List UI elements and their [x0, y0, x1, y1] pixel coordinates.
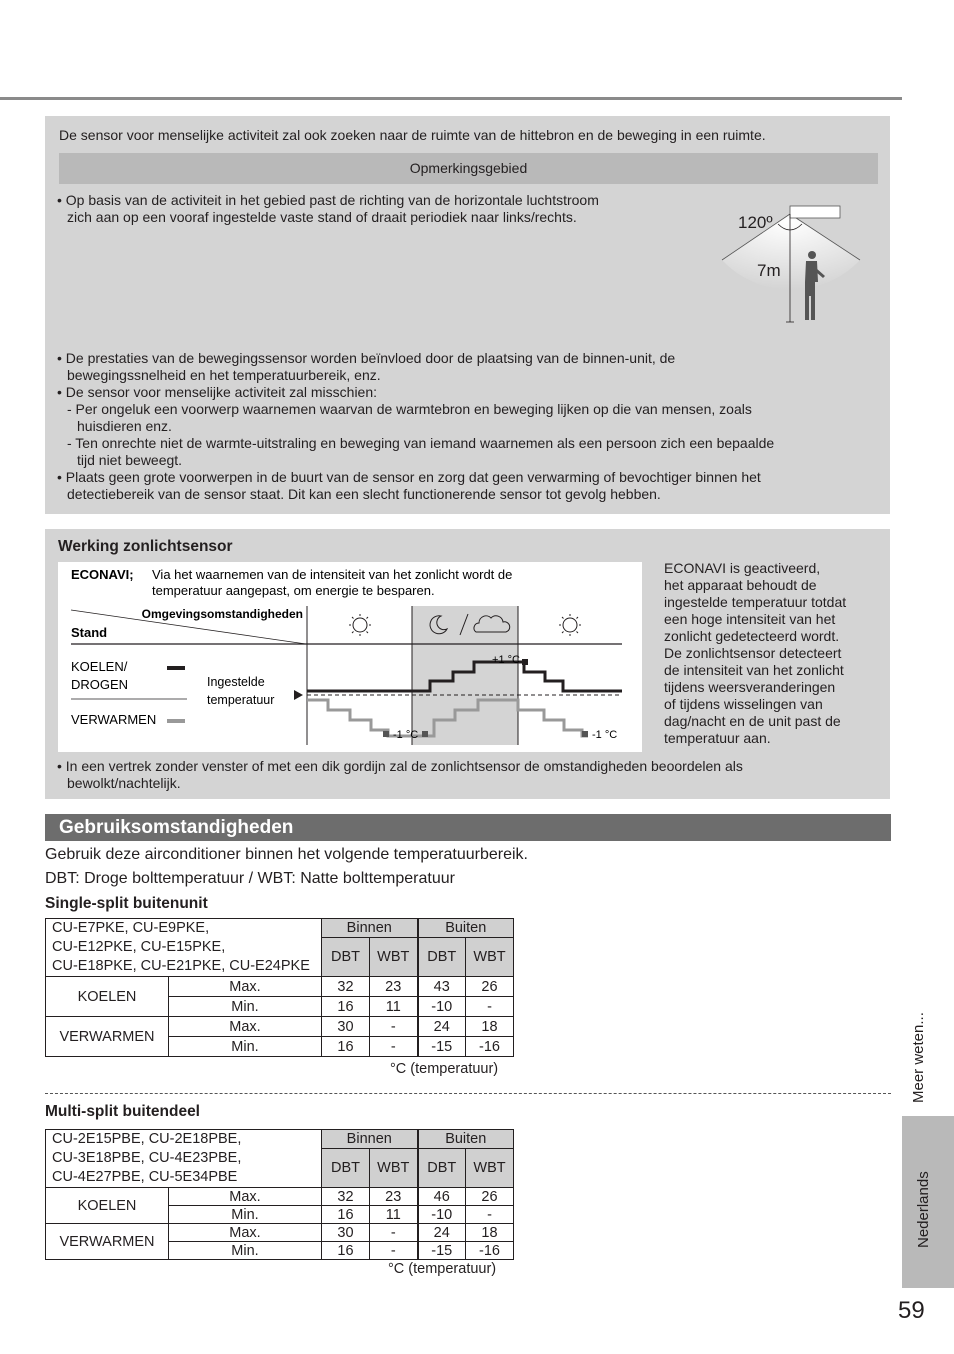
econavi-text: Via het waarnemen van de intensiteit van het zonlicht wordt de	[152, 567, 513, 582]
value-cell: 24	[418, 1224, 466, 1242]
text-line: • Op basis van de activiteit in het gebied past de richting van de horizontale luchtstroom	[57, 192, 599, 208]
mode-cell: KOELEN	[46, 977, 169, 1017]
value-cell: 23	[370, 1188, 418, 1206]
text-line: bewolkt/nachtelijk.	[67, 775, 181, 791]
text-line: een hoge intensiteit van het	[664, 611, 836, 627]
model-list	[46, 1130, 322, 1188]
group-header: Buiten	[418, 919, 514, 938]
set-temp-arrow	[294, 690, 303, 700]
value-cell: -16	[466, 1037, 514, 1057]
text-line: • De prestaties van de bewegingssensor worden beïnvloed door de plaatsing van de binnen-unit, de	[57, 350, 676, 366]
sunlight-sensor-title: Werking zonlichtsensor	[58, 538, 233, 555]
econavi-explanation	[664, 560, 884, 747]
sensor-notes	[57, 350, 883, 503]
value-cell: -15	[418, 1037, 466, 1057]
remarks-heading: Opmerkingsgebied	[59, 153, 878, 184]
peak-marker	[522, 659, 528, 665]
value-cell: 18	[466, 1017, 514, 1037]
limit-cell: Min.	[169, 1206, 322, 1224]
cooling-label: KOELEN/	[71, 659, 128, 674]
unit-note: °C (temperatuur)	[388, 1261, 497, 1277]
group-header: Buiten	[418, 1130, 514, 1149]
dip-marker	[582, 731, 588, 737]
value-cell: 16	[322, 997, 370, 1017]
dip-marker	[422, 731, 428, 737]
more-info-label	[900, 985, 936, 1105]
conditions-header: Omgevingsomstandigheden	[141, 607, 303, 621]
econavi-label: ECONAVI;	[71, 567, 134, 582]
value-cell: 30	[322, 1224, 370, 1242]
limit-cell: Min.	[169, 997, 322, 1017]
text-line: bewegingssnelheid en het temperatuurbereik, enz.	[67, 367, 381, 383]
model-line: CU-3E18PBE, CU-4E23PBE,	[52, 1150, 242, 1166]
value-cell: 16	[322, 1206, 370, 1224]
column-header: DBT	[418, 938, 466, 977]
model-line: CU-4E27PBE, CU-5E34PBE	[52, 1169, 238, 1185]
group-header: Binnen	[322, 1130, 418, 1149]
text-line: dag/nacht en de unit past de	[664, 713, 841, 729]
cooling-legend	[167, 666, 185, 670]
sensor-intro: De sensor voor menselijke activiteit zal ook zoeken naar de ruimte van de hittebron en de beweging in een ruimte.	[59, 127, 766, 143]
angle-label: 120º	[738, 213, 773, 232]
text-line: detectiebereik van de sensor staat. Dit kan een slecht functionerende sensor tot gevolg hebben.	[67, 486, 661, 502]
heating-legend	[167, 719, 185, 723]
value-cell: 23	[370, 977, 418, 997]
multi-split-title: Multi-split buitendeel	[45, 1103, 200, 1120]
column-header: DBT	[418, 1148, 466, 1187]
value-cell: -16	[466, 1242, 514, 1260]
text-line: - Per ongeluk een voorwerp waarnemen waarvan de warmtebron en beweging lijken op die van mensen, zoals	[67, 401, 752, 417]
distance-label: 7m	[757, 261, 781, 280]
text-line: • De sensor voor menselijke activiteit zal misschien:	[57, 384, 378, 400]
text-line: ECONAVI is geactiveerd,	[664, 560, 821, 576]
value-cell: 26	[466, 977, 514, 997]
model-line: CU-E12PKE, CU-E15PKE,	[52, 939, 226, 955]
column-header: DBT	[322, 1148, 370, 1187]
value-cell: 24	[418, 1017, 466, 1037]
value-cell: -	[466, 997, 514, 1017]
cooling-label: DROGEN	[71, 677, 129, 692]
value-cell: -10	[418, 1206, 466, 1224]
sunlight-sensor-box	[45, 529, 890, 799]
value-cell: -10	[418, 997, 466, 1017]
column-header: WBT	[466, 1148, 514, 1187]
text-line: • In een vertrek zonder venster of met een dik gordijn zal de zonlichtsensor de omstandigheden beoordelen als	[57, 758, 743, 774]
column-header: WBT	[370, 938, 418, 977]
usage-text: Gebruik deze airconditioner binnen het volgende temperatuurbereik.	[45, 846, 528, 863]
value-cell: 18	[466, 1224, 514, 1242]
value-cell: -15	[418, 1242, 466, 1260]
text-line: huisdieren enz.	[77, 418, 172, 434]
usage-text: DBT: Droge bolttemperatuur / WBT: Natte bolttemperatuur	[45, 870, 455, 887]
top-rule	[0, 97, 902, 100]
value-cell: -	[370, 1037, 418, 1057]
limit-cell: Max.	[169, 1224, 322, 1242]
limit-cell: Max.	[169, 977, 322, 997]
text-line: tijd niet beweegt.	[77, 452, 183, 468]
dip-marker	[383, 731, 389, 737]
text-line: de intensiteit van het zonlicht	[664, 662, 844, 678]
value-cell: 43	[418, 977, 466, 997]
unit-note: °C (temperatuur)	[390, 1061, 499, 1077]
value-cell: 16	[322, 1037, 370, 1057]
value-cell: 26	[466, 1188, 514, 1206]
page-number: 59	[898, 1297, 925, 1324]
model-list	[46, 919, 322, 977]
multi-split-table	[45, 1129, 514, 1260]
group-header: Binnen	[322, 919, 418, 938]
limit-cell: Min.	[169, 1037, 322, 1057]
limit-cell: Max.	[169, 1017, 322, 1037]
mode-cell: VERWARMEN	[46, 1017, 169, 1057]
airflow-paragraph	[57, 192, 687, 226]
model-line: CU-2E15PBE, CU-2E18PBE,	[52, 1131, 242, 1147]
value-cell: 16	[322, 1242, 370, 1260]
section-title: Gebruiksomstandigheden	[45, 814, 891, 841]
plus-one-label: +1 °C	[492, 654, 520, 666]
single-split-table	[45, 918, 514, 1057]
model-line: CU-E18PKE, CU-E21PKE, CU-E24PKE	[52, 958, 310, 974]
set-temp-label: Ingestelde	[207, 675, 265, 689]
text-line: het apparaat behoudt de	[664, 577, 817, 593]
dashed-divider	[45, 1093, 891, 1094]
model-line: CU-E7PKE, CU-E9PKE,	[52, 920, 210, 936]
value-cell: 30	[322, 1017, 370, 1037]
limit-cell: Min.	[169, 1242, 322, 1260]
sunlight-note	[57, 758, 883, 792]
value-cell: -	[466, 1206, 514, 1224]
sunlight-sensor-diagram	[58, 562, 642, 752]
column-header: WBT	[466, 938, 514, 977]
text-line: • Plaats geen grote voorwerpen in de buurt van de sensor en zorg dat geen verwarming of bevochtiger binnen het	[57, 469, 761, 485]
value-cell: 46	[418, 1188, 466, 1206]
value-cell: -	[370, 1017, 418, 1037]
heating-label: VERWARMEN	[71, 712, 157, 727]
text-line: of tijdens wisselingen van	[664, 696, 823, 712]
text-line: De zonlichtsensor detecteert	[664, 645, 842, 661]
shade-column	[412, 606, 518, 745]
sun-icon	[349, 614, 371, 636]
text-line: zich aan op een vooraf ingestelde vaste stand of draait periodiek naar links/rechts.	[67, 209, 577, 225]
indoor-unit-icon	[790, 206, 840, 218]
value-cell: 32	[322, 1188, 370, 1206]
minus-one-label: -1 °C	[592, 729, 618, 741]
language-tab-text	[902, 1116, 954, 1288]
language-label: Nederlands	[915, 1171, 932, 1248]
mode-header: Stand	[71, 625, 108, 640]
value-cell: 11	[370, 1206, 418, 1224]
limit-cell: Max.	[169, 1188, 322, 1206]
minus-one-label: -1 °C	[393, 729, 419, 741]
sensor-range-figure	[720, 200, 865, 330]
more-info-text: Meer weten...	[910, 1012, 927, 1103]
value-cell: -	[370, 1224, 418, 1242]
language-tab	[902, 1116, 954, 1288]
text-line: zonlicht gedetecteerd wordt.	[664, 628, 840, 644]
mode-cell: VERWARMEN	[46, 1224, 169, 1260]
value-cell: -	[370, 1242, 418, 1260]
column-header: WBT	[370, 1148, 418, 1187]
single-split-title: Single-split buitenunit	[45, 895, 208, 912]
text-line: tijdens weersveranderingen	[664, 679, 836, 695]
column-header: DBT	[322, 938, 370, 977]
mode-cell: KOELEN	[46, 1188, 169, 1224]
text-line: ingestelde temperatuur totdat	[664, 594, 847, 610]
text-line: - Ten onrechte niet de warmte-uitstraling en beweging van iemand waarnemen als een persoon zich een bepaalde	[67, 435, 775, 451]
value-cell: 11	[370, 997, 418, 1017]
sun-icon	[559, 614, 581, 636]
set-temp-label: temperatuur	[207, 693, 275, 707]
econavi-text: temperatuur aangepast, om energie te besparen.	[152, 583, 435, 598]
text-line: temperatuur aan.	[664, 730, 771, 746]
value-cell: 32	[322, 977, 370, 997]
